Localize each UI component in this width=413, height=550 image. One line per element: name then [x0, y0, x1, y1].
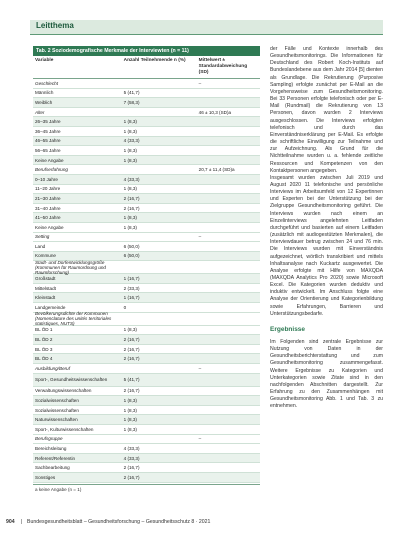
table-cell-c2: 1 (8,3) [123, 119, 137, 125]
table-cell-c1: Sozialwissenschaften [35, 407, 79, 413]
table-cell-c2: 1 (16,7) [123, 295, 140, 301]
table-cell-c1: Stadt- und Dorfentwicklungsgröße (Kommunen für Raumordnung und Raumforschung) [35, 259, 106, 275]
table-cell-c2: 4 (33,3) [123, 455, 140, 461]
table-cell-c2: 2 (16,7) [123, 465, 140, 471]
table-row [33, 345, 260, 355]
demographics-table [33, 46, 260, 494]
table-cell-c1: Sachbearbeitung [35, 465, 70, 471]
table-cell-c3: – [198, 436, 202, 442]
table-row [33, 137, 260, 147]
table-cell-c1: 26–35 Jahre [35, 119, 61, 125]
table-cell-c1: 41–50 Jahre [35, 215, 61, 221]
table-cell-c1: Kommune [35, 253, 56, 259]
table-cell-c1: Sport-, Kulturwissenschaften [35, 426, 94, 432]
table-cell-c1: BL ÖD 4 [35, 356, 53, 362]
table-cell-c1: BL ÖD 3 [35, 346, 53, 352]
table-cell-c2: 1 (8,3) [123, 215, 137, 221]
table-cell-c1: Bevölkerungsdichte der Kommunen (Nomenclature des unités territoriales statistiques, NUTS) [35, 311, 112, 327]
table-cell-c1: 21–30 Jahre [35, 195, 61, 201]
table-row [33, 454, 260, 464]
table-cell-c3: – [198, 234, 202, 240]
table-row [33, 406, 260, 416]
footer-separator: | [21, 519, 23, 525]
table-cell-c1: 31–40 Jahre [35, 205, 61, 211]
table-cell-c1: 11–20 Jahre [35, 186, 61, 192]
table-row [33, 79, 260, 89]
body-paragraph: Im Folgenden sind zentrale Ergebnisse zur Nutzung von Daten in der Gesundheitsberichterstattung und zum Gesundheitsmonitoring zusammengefasst. Weitere Ergebnisse zu Kategorien und Unterkategorien sowie Zitate sind in den nachfolgenden Abschnitten dargestellt. Zur Erfahrung zu den Zusammenhängen mit Gesundheitsmonitoring Abb. 1 und Tab. 3 zu entnehmen. [270, 338, 383, 410]
table-header-row [33, 56, 260, 79]
table-row [33, 108, 260, 118]
table-cell-c1: BL ÖD 1 [35, 327, 53, 333]
table-row [33, 435, 260, 445]
table-row [33, 223, 260, 233]
table-cell-c2: 1 (8,3) [123, 417, 137, 423]
table-row [33, 313, 260, 326]
section-header-label: Leitthema [36, 21, 74, 30]
table-cell-c1: Sozialwissenschaften [35, 398, 79, 404]
table-cell-c2: 6 (50,0) [123, 243, 140, 249]
section-heading-results: Ergebnisse [270, 325, 306, 333]
table-cell-c2: 1 (8,3) [123, 407, 137, 413]
table-row [33, 185, 260, 195]
table-row [33, 274, 260, 284]
table-cell-c1: Berufsgruppe [35, 436, 63, 442]
table-cell-c1: Verwaltungswissenschaften [35, 388, 92, 394]
table-row [33, 415, 260, 425]
table-cell-c2: 5 (41,7) [123, 377, 140, 383]
table-cell-c1: Sport-, Gesundheitswissenschaften [35, 377, 108, 383]
table-row [33, 364, 260, 374]
body-text-column [270, 46, 383, 411]
journal-name: Bundesgesundheitsblatt – Gesundheitsforschung – Gesundheitsschutz 8 · 2021 [27, 519, 211, 525]
table-row [33, 293, 260, 303]
table-cell-c1: Landgemeinde [35, 304, 66, 310]
table-row [33, 194, 260, 204]
table-cell-c1: Keine Angabe [35, 224, 64, 230]
table-cell-c2: 1 (8,3) [123, 157, 137, 163]
table-cell-c1: Weiblich [35, 99, 53, 105]
column-header-count: Anzahl Teilnehmende n (%) [123, 58, 186, 63]
table-cell-c2: 5 (41,7) [123, 90, 140, 96]
table-cell-c1: Sonstiges [35, 474, 56, 480]
page-footer [6, 519, 406, 529]
table-cell-c1: 0–10 Jahre [35, 176, 58, 182]
table-row [33, 165, 260, 175]
table-row [33, 335, 260, 345]
table-cell-c2: 1 (16,7) [123, 276, 140, 282]
table-row [33, 213, 260, 223]
table-row [33, 156, 260, 166]
table-cell-c1: Geschlecht [35, 80, 58, 86]
table-cell-c1: Bereichsleitung [35, 445, 67, 451]
table-cell-c2: 2 (16,7) [123, 388, 140, 394]
body-paragraph: Insgesamt wurden zwischen Juli 2019 und August 2020 11 telefonische und persönliche Interviews im Arbeitsumfeld von 12 Expertinnen und Experten bei der Unterstützung bei der Zielgruppe Gesundheitsmonitoring geführt. Die Interviews wurden nach einem an Einzelinterviews angelehnten Leitfaden durchgeführt und basierten auf einem Leitfaden (zusätzlich mit audiogestützten Merkmalen), die Interviewdauer betrug zwischen 24 und 76 min. Die Interviews wurden mit Einverständnis aufgezeichnet, wörtlich transkribiert und mittels Inhaltsanalyse nach Kuckartz ausgewertet. Die Analyse erfolgte mit Hilfe von MAXQDA (MAXQDA Analytics Pro 2020) sowie Microsoft Excel. Die Kategorien wurden deduktiv und induktiv entwickelt. Im Anschluss folgte eine Analyse der Orientierung und Kategorienbildung sowie Erfahrungen, Barrieren und Unterstützungsbedarfe. [270, 174, 383, 317]
table-cell-c1: Kleinstadt [35, 295, 56, 301]
table-cell-c2: 1 (8,3) [123, 186, 137, 192]
table-cell-c2: 4 (33,3) [123, 138, 140, 144]
table-cell-c2: 1 (8,3) [123, 398, 137, 404]
table-cell-c1: Berufserfahrung [35, 167, 68, 173]
table-cell-c2: 0 [123, 304, 127, 310]
table-row [33, 374, 260, 387]
table-cell-c1: Keine Angabe [35, 157, 64, 163]
table-row [33, 117, 260, 127]
table-row [33, 473, 260, 483]
table-cell-c1: Alter [35, 109, 45, 115]
table-cell-c1: Land [35, 243, 46, 249]
table-row [33, 463, 260, 473]
table-row [33, 146, 260, 156]
table-cell-c1: Ausbildung/Beruf [35, 365, 70, 371]
table-row [33, 444, 260, 454]
table-cell-c1: Männlich [35, 90, 54, 96]
table-cell-c2: 1 (8,3) [123, 224, 137, 230]
table-row [33, 326, 260, 336]
table-row [33, 354, 260, 364]
table-row [33, 233, 260, 243]
column-header-mean: Mittelwert ± Standardabweichung (SD) [198, 58, 248, 75]
table-row [33, 284, 260, 294]
table-cell-c2: 1 (8,3) [123, 327, 137, 333]
table-row [33, 396, 260, 406]
table-body [33, 79, 260, 483]
table-cell-c2: 2 (33,3) [123, 285, 140, 291]
table-cell-c3: – [198, 365, 202, 371]
table-row [33, 425, 260, 435]
table-row [33, 127, 260, 137]
table-cell-c1: Mittelstadt [35, 285, 56, 291]
table-cell-c3: 20,7 ± 11,4 (SD)a [198, 167, 235, 173]
page-number: 904 [6, 519, 15, 525]
table-cell-c1: Großstadt [35, 276, 56, 282]
table-footnote: a keine Angabe (n = 1) [33, 484, 260, 494]
table-cell-c2: 4 (33,3) [123, 176, 140, 182]
table-cell-c1: Referent/Referentin [35, 455, 76, 461]
table-cell-c2: 2 (16,7) [123, 346, 140, 352]
table-caption: Tab. 2 Soziodemografische Merkmale der Interviewten (n = 11) [33, 46, 260, 56]
table-cell-c2: 4 (33,3) [123, 445, 140, 451]
table-cell-c3: 46 ± 10,3 (SD)a [198, 109, 232, 115]
table-cell-c1: Naturwissenschaften [35, 417, 78, 423]
table-row [33, 89, 260, 99]
table-cell-c3: – [198, 80, 202, 86]
table-cell-c1: 46–55 Jahre [35, 138, 61, 144]
table-cell-c2: 7 (58,3) [123, 99, 140, 105]
table-cell-c1: BL ÖD 2 [35, 337, 53, 343]
table-cell-c2: 6 (50,0) [123, 253, 140, 259]
table-cell-c1: Setting [35, 234, 50, 240]
table-cell-c2: 2 (16,7) [123, 205, 140, 211]
table-cell-c2: 2 (16,7) [123, 195, 140, 201]
table-row [33, 387, 260, 397]
table-cell-c2: 1 (8,3) [123, 426, 137, 432]
table-cell-c2: 1 (8,3) [123, 147, 137, 153]
table-cell-c1: 36–45 Jahre [35, 128, 61, 134]
table-row [33, 261, 260, 274]
table-cell-c2: 2 (16,7) [123, 337, 140, 343]
table-cell-c1: 56–65 Jahre [35, 147, 61, 153]
table-cell-c2: 2 (16,7) [123, 474, 140, 480]
table-row [33, 242, 260, 252]
body-paragraph: der Fälle und Kontexte innerhalb des Gesundheitsmonitorings. Die Informationen für Deutschland des Robert Koch-Instituts auf Bundeslandebene aus dem Jahr 2014 [5] dienten als Grundlage. Die Rekrutierung (Purposive Sampling) erfolgte zunächst per E-Mail an die Vorgehensweise zum Gesundheitsmonitoring. Bei 33 Personen erfolgte telefonisch oder per E-Mail (Rundmail) die Rekrutierung von 13 Personen, davon wurden 2 Interviews ausgeschlossen. Die Interviews erfolgten telefonisch und durch das Einverständniserklärung per E-Mail. Es erfolgte die schriftliche Einwilligung zur Teilnahme und zur Aufzeichnung. Als Grund für die Nichtteilnahme wurden u. a. fehlende zeitliche Ressourcen und Kompetenzen von den Kontaktpersonen angegeben. [270, 46, 383, 174]
table-row [33, 98, 260, 108]
section-header-bar [30, 20, 383, 35]
table-cell-c2: 2 (16,7) [123, 356, 140, 362]
table-row [33, 204, 260, 214]
table-row [33, 175, 260, 185]
table-cell-c2: 1 (8,3) [123, 128, 137, 134]
column-header-variable: Variable [35, 58, 54, 63]
